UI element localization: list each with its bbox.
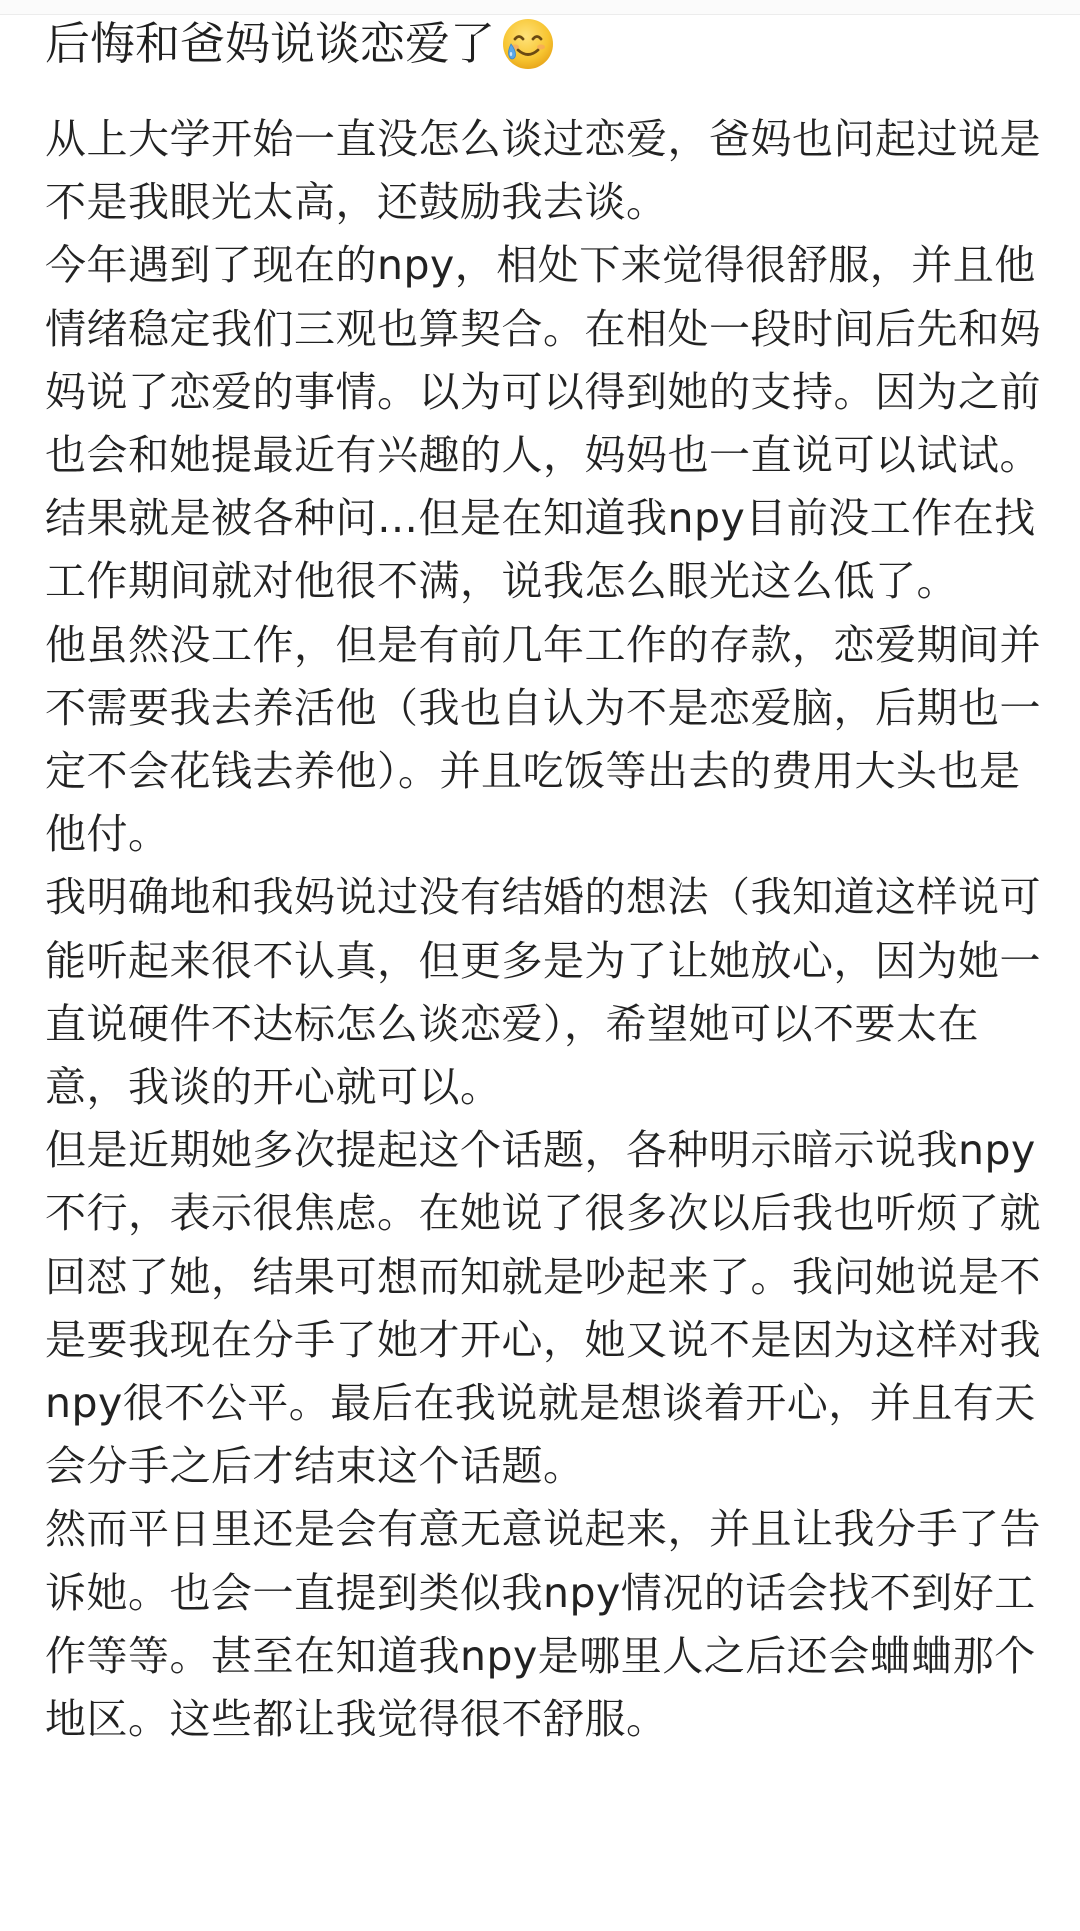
post-title-text: 后悔和爸妈说谈恋爱了 xyxy=(45,17,496,70)
post-paragraph-7: 然而平日里还是会有意无意说起来，并且让我分手了告诉她。也会一直提到类似我npy情况的话会找不到好工作等等。甚至在知道我npy是哪里人之后还会蛐蛐那个地区。这些都让我觉得很不舒服。 xyxy=(45,1505,1041,1744)
post-content xyxy=(45,14,1045,1751)
post-paragraph-4: 他虽然没工作，但是有前几年工作的存款，恋爱期间并不需要我去养活他（我也自认为不是恋爱脑，后期也一定不会花钱去养他）。并且吃饭等出去的费用大头也是他付。 xyxy=(45,620,1041,859)
smiling-face-with-tear-icon xyxy=(501,17,555,71)
top-divider xyxy=(0,0,1080,15)
post-body xyxy=(45,108,1045,1751)
post-paragraph-2: 今年遇到了现在的npy，相处下来觉得很舒服，并且他情绪稳定我们三观也算契合。在相处一段时间后先和妈妈说了恋爱的事情。以为可以得到她的支持。因为之前也会和她提最近有兴趣的人，妈妈也一直说可以试试。 xyxy=(45,241,1041,480)
post-paragraph-3: 结果就是被各种问…但是在知道我npy目前没工作在找工作期间就对他很不满，说我怎么眼光这么低了。 xyxy=(45,494,1036,606)
post-paragraph-6: 但是近期她多次提起这个话题，各种明示暗示说我npy不行，表示很焦虑。在她说了很多次以后我也听烦了就回怼了她，结果可想而知就是吵起来了。我问她说是不是要我现在分手了她才开心，她又说不是因为这样对我npy很不公平。最后在我说就是想谈着开心，并且有天会分手之后才结束这个话题。 xyxy=(45,1126,1041,1491)
post-paragraph-5: 我明确地和我妈说过没有结婚的想法（我知道这样说可能听起来很不认真，但更多是为了让她放心，因为她一直说硬件不达标怎么谈恋爱），希望她可以不要太在意，我谈的开心就可以。 xyxy=(45,873,1041,1112)
post-paragraph-1: 从上大学开始一直没怎么谈过恋爱，爸妈也问起过说是不是我眼光太高，还鼓励我去谈。 xyxy=(45,115,1041,227)
post-title xyxy=(45,14,1045,74)
